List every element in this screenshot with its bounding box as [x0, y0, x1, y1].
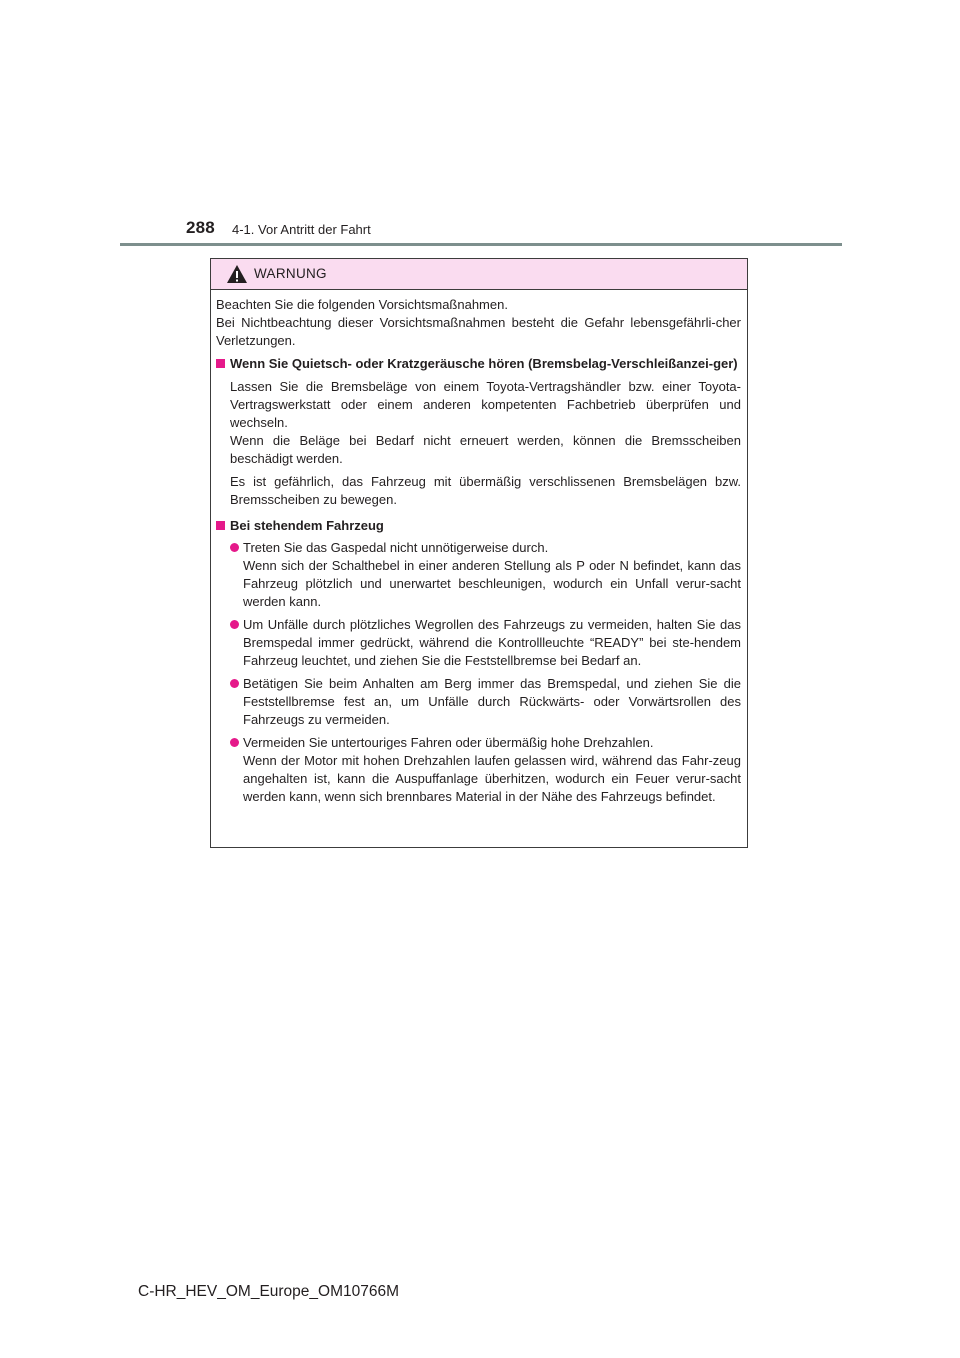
- list-item: [230, 616, 741, 670]
- page-number: 288: [186, 218, 215, 237]
- list-item-text: Treten Sie das Gaspedal nicht unnötigerweise durch. Wenn sich der Schalthebel in einer anderen Stellung als P oder N befindet, kann das Fahrzeug plötzlich und unerwartet beschleunigen, wodurch ein Unfall verur-sacht werden kann.: [243, 540, 741, 609]
- warning-title: WARNUNG: [254, 266, 327, 281]
- warning-intro: Beachten Sie die folgenden Vorsichtsmaßnahmen. Bei Nichtbeachtung dieser Vorsichtsmaßnahmen besteht die Gefahr lebensgefährli-cher Verletzungen.: [216, 297, 741, 348]
- list-item: [230, 675, 741, 729]
- bullet-list: [230, 539, 741, 806]
- subsection-stationary-vehicle: [216, 517, 741, 806]
- subsection-title: Bei stehendem Fahrzeug: [230, 518, 384, 533]
- round-bullet-icon: [230, 738, 239, 747]
- square-bullet-icon: [216, 521, 225, 530]
- paragraph: Lassen Sie die Bremsbeläge von einem Toyota-Vertragshändler bzw. einer Toyota-Vertragswerkstatt oder einem anderen kompetenten Fachbetrieb überprüfen und wechseln. Wenn die Beläge bei Bedarf nicht erneuert werden, können die Bremsscheiben beschädigt werden.: [230, 379, 741, 466]
- list-item: [230, 539, 741, 611]
- warning-triangle-icon: [226, 264, 248, 284]
- section-title: 4-1. Vor Antritt der Fahrt: [232, 222, 371, 237]
- round-bullet-icon: [230, 679, 239, 688]
- header-rule: [120, 243, 842, 246]
- round-bullet-icon: [230, 620, 239, 629]
- subsection-title: Wenn Sie Quietsch- oder Kratzgeräusche hören (Bremsbelag-Verschleißanzei-ger): [230, 356, 738, 371]
- round-bullet-icon: [230, 543, 239, 552]
- list-item-text: Um Unfälle durch plötzliches Wegrollen des Fahrzeugs zu vermeiden, halten Sie das Bremspedal immer gedrückt, während die Kontrollleuchte “READY” bei ste-hendem Fahrzeug leuchtet, und ziehen Sie die Feststellbremse bei Bedarf an.: [243, 617, 741, 668]
- footer-document-id: C-HR_HEV_OM_Europe_OM10766M: [138, 1283, 400, 1300]
- subsection-brake-wear: [216, 355, 741, 509]
- list-item-text: Betätigen Sie beim Anhalten am Berg immer das Bremspedal, und ziehen Sie die Feststellbremse fest an, um Unfälle durch Rückwärts- oder Vorwärtsrollen des Fahrzeugs zu vermeiden.: [243, 676, 741, 727]
- warning-box: [210, 258, 748, 848]
- list-item: [230, 734, 741, 806]
- warning-header: [211, 259, 747, 290]
- list-item-text: Vermeiden Sie untertouriges Fahren oder übermäßig hohe Drehzahlen. Wenn der Motor mit hohen Drehzahlen laufen gelassen wird, während das Fahr-zeug angehalten ist, kann die Auspuffanlage überhitzen, wodurch ein Feuer verur-sacht werden kann, wenn sich brennbares Material in der Nähe des Fahrzeugs befindet.: [243, 735, 741, 804]
- paragraph: Es ist gefährlich, das Fahrzeug mit übermäßig verschlissenen Bremsbelägen bzw. Bremsscheiben zu bewegen.: [230, 474, 741, 507]
- square-bullet-icon: [216, 359, 225, 368]
- warning-body: [211, 290, 747, 806]
